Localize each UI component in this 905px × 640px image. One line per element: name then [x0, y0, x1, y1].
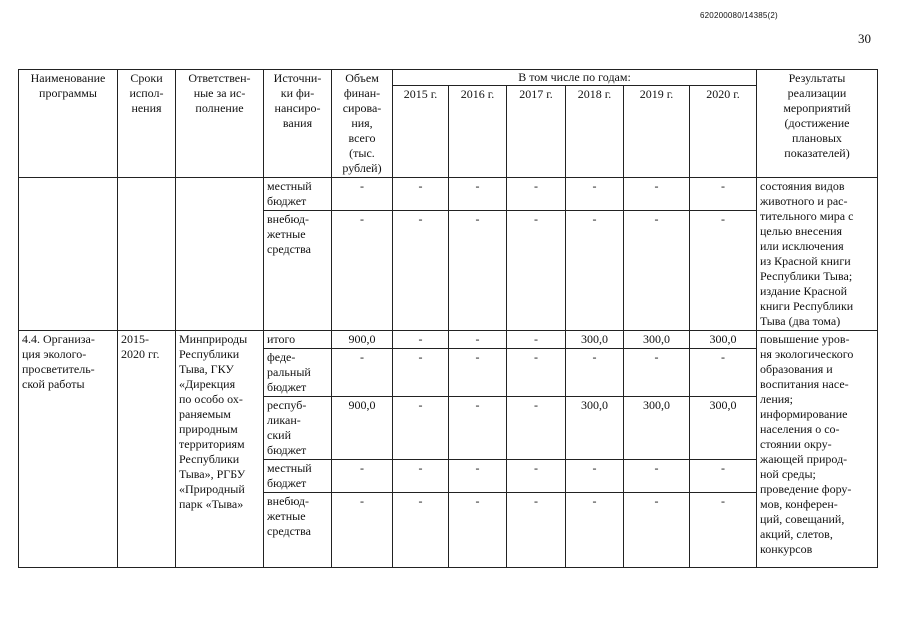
table-row: [19, 178, 878, 211]
cell-year: -: [690, 211, 757, 331]
cell-year: -: [566, 460, 624, 493]
cell-total: -: [332, 493, 393, 568]
cell-year: 300,0: [690, 397, 757, 460]
header-volume: Объем финан- сирова- ния, всего (тыс. рублей): [332, 70, 393, 178]
cell-year: -: [690, 349, 757, 397]
cell-source: респуб- ликан- ский бюджет: [264, 397, 332, 460]
program-table: [18, 69, 878, 568]
cell-year: -: [507, 460, 566, 493]
cell-year: -: [507, 397, 566, 460]
cell-year: -: [393, 331, 449, 349]
cell-results: состояния видов животного и рас- тительного мира с целью внесения или исключения из Красной книги Республики Тыва; издание Красной книги Республики Тыва (два тома): [757, 178, 878, 331]
cell-year: -: [507, 211, 566, 331]
cell-total: -: [332, 178, 393, 211]
header-by-years: В том числе по годам:: [393, 70, 757, 86]
header-results: Результаты реализации мероприятий (достижение плановых показателей): [757, 70, 878, 178]
cell-total: -: [332, 349, 393, 397]
table-row: [19, 331, 878, 349]
cell-source: внебюд- жетные средства: [264, 211, 332, 331]
cell-source: итого: [264, 331, 332, 349]
cell-program-name: 4.4. Организа- ция эколого- просветитель- ской работы: [19, 331, 118, 568]
cell-year: -: [393, 460, 449, 493]
cell-year: -: [449, 397, 507, 460]
cell-year: -: [449, 460, 507, 493]
cell-year: -: [624, 178, 690, 211]
cell-responsible-empty: [176, 178, 264, 331]
cell-year: -: [393, 397, 449, 460]
header-year-2018: 2018 г.: [566, 86, 624, 178]
cell-year: 300,0: [566, 331, 624, 349]
header-year-2016: 2016 г.: [449, 86, 507, 178]
cell-year: -: [624, 493, 690, 568]
cell-year: -: [507, 493, 566, 568]
header-year-2015: 2015 г.: [393, 86, 449, 178]
header-terms: Сроки испол- нения: [118, 70, 176, 178]
header-year-2020: 2020 г.: [690, 86, 757, 178]
cell-year: -: [624, 211, 690, 331]
document-code: 620200080/14385(2): [700, 11, 778, 20]
cell-year: -: [393, 211, 449, 331]
cell-total: -: [332, 460, 393, 493]
header-year-2019: 2019 г.: [624, 86, 690, 178]
cell-year: -: [690, 460, 757, 493]
cell-year: 300,0: [624, 397, 690, 460]
cell-year: -: [624, 460, 690, 493]
cell-year: -: [566, 493, 624, 568]
cell-year: -: [566, 211, 624, 331]
cell-year: 300,0: [624, 331, 690, 349]
cell-year: -: [624, 349, 690, 397]
cell-responsible: Минприроды Республики Тыва, ГКУ «Дирекция по особо ох- раняемым природным территориям Республики Тыва», РГБУ «Природный парк «Тыва»: [176, 331, 264, 568]
cell-program-empty: [19, 178, 118, 331]
cell-total: -: [332, 211, 393, 331]
cell-year: -: [449, 178, 507, 211]
header-responsible: Ответствен- ные за ис- полнение: [176, 70, 264, 178]
cell-source: внебюд- жетные средства: [264, 493, 332, 568]
cell-year: -: [690, 178, 757, 211]
cell-year: -: [507, 178, 566, 211]
header-row: [19, 70, 878, 86]
cell-year: -: [393, 349, 449, 397]
cell-year: 300,0: [566, 397, 624, 460]
cell-year: -: [449, 331, 507, 349]
cell-year: -: [449, 349, 507, 397]
cell-year: -: [449, 211, 507, 331]
header-sources: Источни- ки фи- нансиро- вания: [264, 70, 332, 178]
cell-source: местный бюджет: [264, 460, 332, 493]
cell-source: феде- ральный бюджет: [264, 349, 332, 397]
cell-terms-empty: [118, 178, 176, 331]
cell-year: -: [566, 349, 624, 397]
cell-year: -: [507, 331, 566, 349]
cell-terms: 2015- 2020 гг.: [118, 331, 176, 568]
header-year-2017: 2017 г.: [507, 86, 566, 178]
cell-total: 900,0: [332, 397, 393, 460]
cell-results: повышение уров- ня экологического образования и воспитания насе- ления; информирование населения о со- стоянии окру- жающей природ- ной среды; проведение фору- мов, конферен- ций, совещаний, акций, слетов, конкурсов: [757, 331, 878, 568]
cell-year: -: [566, 178, 624, 211]
cell-year: -: [507, 349, 566, 397]
cell-year: -: [393, 178, 449, 211]
header-program: Наименование программы: [19, 70, 118, 178]
cell-year: -: [393, 493, 449, 568]
cell-year: 300,0: [690, 331, 757, 349]
cell-year: -: [690, 493, 757, 568]
page-number: 30: [858, 31, 871, 46]
cell-total: 900,0: [332, 331, 393, 349]
cell-year: -: [449, 493, 507, 568]
cell-source: местный бюджет: [264, 178, 332, 211]
